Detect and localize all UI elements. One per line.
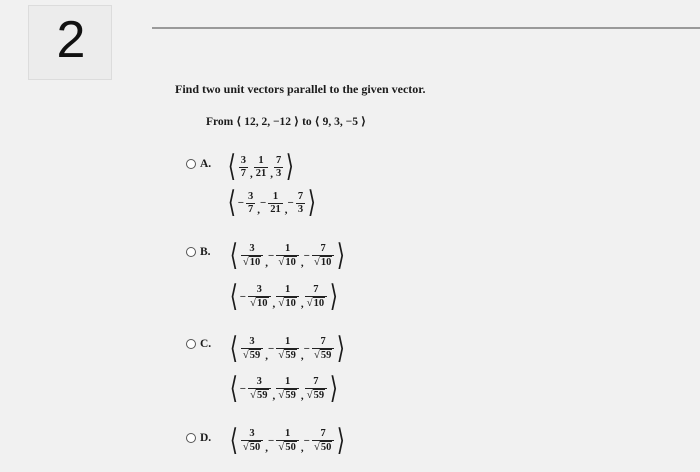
component-fraction [248, 284, 271, 310]
denominator [305, 296, 328, 310]
component-fraction [239, 155, 248, 180]
minus-sign: − [303, 435, 310, 447]
radicand: 10 [313, 298, 325, 309]
denominator [248, 388, 271, 402]
square-root [314, 349, 333, 362]
radicand: 50 [320, 442, 332, 453]
numerator: 1 [258, 154, 264, 166]
numerator: 7 [275, 154, 282, 166]
square-root [307, 297, 326, 310]
denominator [312, 440, 335, 454]
right-angle-bracket: ⟩ [285, 150, 295, 183]
option-b-label: B. [200, 246, 211, 258]
square-root [250, 389, 269, 402]
radicand: 59 [285, 390, 296, 401]
comma: , [265, 257, 269, 269]
radicand: 59 [320, 350, 332, 361]
numerator: 3 [240, 154, 246, 166]
component-fraction [241, 243, 264, 269]
square-root [278, 349, 297, 362]
left-angle-bracket: ⟨ [229, 280, 238, 313]
numerator: 7 [320, 243, 326, 254]
left-angle-bracket: ⟨ [229, 239, 238, 272]
radicand: 10 [285, 257, 296, 268]
comma: , [265, 350, 269, 362]
option-b[interactable] [186, 246, 211, 258]
minus-sign: − [268, 435, 275, 447]
radical-sign: √ [250, 389, 257, 401]
right-angle-bracket: ⟩ [337, 424, 346, 457]
option-c-radio[interactable] [186, 339, 196, 349]
square-root [243, 256, 262, 269]
component-fraction [274, 155, 283, 180]
question-number-box [28, 5, 112, 80]
component-fraction [246, 191, 255, 216]
radical-sign: √ [242, 349, 249, 361]
component-fraction [305, 284, 328, 310]
option-c-label: C. [200, 338, 212, 350]
option-d-radio[interactable] [186, 433, 196, 443]
component-fraction [305, 376, 328, 402]
numerator: 7 [320, 428, 326, 439]
denominator [276, 348, 299, 362]
radical-sign: √ [278, 297, 285, 309]
numerator: 1 [272, 190, 279, 202]
numerator: 1 [284, 243, 291, 254]
option-d-vector-1 [228, 424, 347, 457]
radicand: 10 [257, 298, 268, 309]
numerator: 1 [284, 336, 291, 347]
denominator [312, 255, 335, 269]
minus-sign: − [239, 291, 246, 303]
comma: , [300, 298, 304, 310]
square-root [278, 297, 297, 310]
radicand: 10 [249, 257, 261, 268]
given-vector: From ⟨ 12, 2, −12 ⟩ to ⟨ 9, 3, −5 ⟩ [206, 116, 367, 128]
radicand: 50 [249, 442, 261, 453]
minus-sign: − [303, 343, 310, 355]
numerator: 3 [256, 376, 262, 387]
option-b-radio[interactable] [186, 247, 196, 257]
right-angle-bracket: ⟩ [307, 186, 317, 219]
square-root [307, 389, 326, 402]
header-divider [152, 27, 700, 29]
component-fraction [276, 284, 299, 310]
numerator: 3 [256, 284, 262, 295]
comma: , [300, 390, 304, 402]
option-b-vector-1 [228, 239, 347, 272]
radical-sign: √ [278, 349, 285, 361]
left-angle-bracket: ⟨ [229, 332, 238, 365]
comma: , [265, 442, 269, 454]
minus-sign: − [268, 250, 275, 262]
denominator [276, 440, 299, 454]
denominator: 21 [270, 203, 281, 215]
radical-sign: √ [242, 441, 249, 453]
left-angle-bracket: ⟨ [229, 372, 238, 405]
radicand: 50 [285, 442, 296, 453]
denominator [276, 296, 299, 310]
option-a-label: A. [200, 158, 212, 170]
radical-sign: √ [242, 256, 249, 268]
denominator [305, 388, 328, 402]
option-c-vector-2 [228, 372, 340, 405]
radical-sign: √ [313, 256, 320, 268]
numerator: 3 [249, 428, 255, 439]
radical-sign: √ [313, 349, 320, 361]
radicand: 59 [257, 390, 268, 401]
numerator: 7 [297, 190, 304, 202]
question-prompt: Find two unit vectors parallel to the given vector. [175, 82, 426, 96]
square-root [314, 441, 333, 454]
minus-sign: − [260, 197, 267, 209]
component-fraction [276, 376, 299, 402]
radicand: 59 [313, 390, 325, 401]
denominator [248, 296, 271, 310]
option-a[interactable] [186, 158, 211, 170]
right-angle-bracket: ⟩ [337, 332, 346, 365]
comma: , [272, 390, 276, 402]
question-number: 2 [56, 11, 86, 69]
numerator: 3 [248, 190, 254, 202]
comma: , [300, 350, 304, 362]
numerator: 1 [284, 428, 291, 439]
numerator: 7 [313, 376, 319, 387]
square-root [278, 256, 297, 269]
left-angle-bracket: ⟨ [229, 424, 238, 457]
component-fraction [268, 191, 283, 216]
numerator: 3 [249, 336, 255, 347]
minus-sign: − [237, 197, 244, 209]
radical-sign: √ [278, 256, 285, 268]
numerator: 7 [313, 284, 319, 295]
component-fraction [254, 155, 269, 180]
square-root [278, 389, 297, 402]
denominator: 3 [275, 167, 282, 179]
radical-sign: √ [250, 297, 257, 309]
option-a-vector-2 [226, 186, 318, 219]
component-fraction [312, 243, 335, 269]
component-fraction [248, 376, 271, 402]
option-c-vector-1 [228, 332, 347, 365]
denominator [241, 255, 264, 269]
square-root [314, 256, 333, 269]
radical-sign: √ [278, 389, 285, 401]
component-fraction [276, 243, 299, 269]
minus-sign: − [287, 197, 294, 209]
option-c[interactable] [186, 338, 211, 350]
comma: , [257, 204, 260, 216]
option-a-vector-1 [226, 150, 296, 183]
radical-sign: √ [278, 441, 285, 453]
left-angle-bracket: ⟨ [227, 150, 236, 183]
comma: , [300, 257, 304, 269]
radical-sign: √ [306, 297, 313, 309]
minus-sign: − [239, 383, 246, 395]
comma: , [270, 168, 273, 180]
radicand: 10 [285, 298, 296, 309]
numerator: 3 [249, 243, 255, 254]
right-angle-bracket: ⟩ [337, 239, 346, 272]
option-d-label: D. [200, 432, 212, 444]
denominator: 3 [297, 203, 304, 215]
numerator: 7 [320, 336, 326, 347]
comma: , [272, 298, 276, 310]
comma: , [300, 442, 304, 454]
denominator: 21 [255, 167, 267, 179]
square-root [250, 297, 269, 310]
square-root [278, 441, 297, 454]
denominator [241, 348, 264, 362]
radical-sign: √ [306, 389, 313, 401]
component-fraction [276, 336, 299, 362]
square-root [243, 349, 262, 362]
denominator: 7 [248, 203, 254, 215]
denominator [312, 348, 335, 362]
denominator [276, 255, 299, 269]
radicand: 59 [249, 350, 261, 361]
component-fraction [312, 428, 335, 454]
radical-sign: √ [313, 441, 320, 453]
component-fraction [241, 428, 264, 454]
minus-sign: − [303, 250, 310, 262]
comma: , [249, 168, 253, 180]
minus-sign: − [268, 343, 275, 355]
radicand: 10 [320, 257, 332, 268]
denominator [276, 388, 299, 402]
option-d[interactable] [186, 432, 211, 444]
right-angle-bracket: ⟩ [329, 372, 339, 405]
denominator [241, 440, 264, 454]
numerator: 1 [284, 376, 291, 387]
square-root [243, 441, 262, 454]
comma: , [284, 204, 288, 216]
option-b-vector-2 [228, 280, 340, 313]
component-fraction [312, 336, 335, 362]
left-angle-bracket: ⟨ [227, 186, 236, 219]
right-angle-bracket: ⟩ [329, 280, 339, 313]
radicand: 59 [285, 350, 296, 361]
component-fraction [276, 428, 299, 454]
denominator: 7 [240, 167, 246, 179]
numerator: 1 [284, 284, 291, 295]
option-a-radio[interactable] [186, 159, 196, 169]
component-fraction [296, 191, 305, 216]
component-fraction [241, 336, 264, 362]
